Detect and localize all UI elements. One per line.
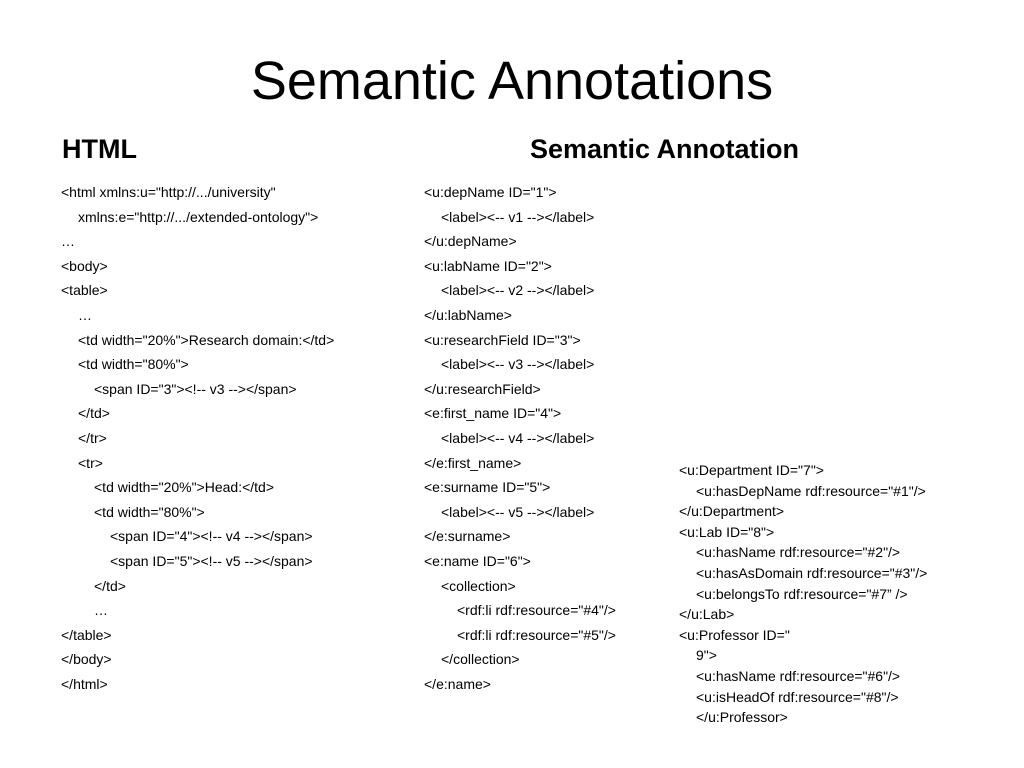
- code-line: <rdf:li rdf:resource="#5"/>: [457, 626, 616, 643]
- code-line: <span ID="3"><!-- v3 --></span>: [94, 380, 297, 397]
- code-line: <span ID="4"><!-- v4 --></span>: [110, 528, 313, 545]
- code-line: <html xmlns:u="http://.../university": [61, 184, 276, 200]
- code-line: </td>: [78, 405, 110, 422]
- slide-title: Semantic Annotations: [250, 51, 774, 111]
- code-line: <e:surname ID="5">: [424, 479, 551, 496]
- code-line: </u:Department>: [679, 503, 785, 520]
- code-line: <u:Professor ID=": [679, 626, 790, 643]
- code-line: <collection>: [441, 577, 516, 594]
- code-line: <td width="20%">Research domain:</td>: [78, 331, 335, 348]
- code-line: <label><-- v4 --></label>: [441, 429, 595, 446]
- code-line: <u:researchField ID="3">: [424, 331, 581, 348]
- code-line: <body>: [61, 257, 108, 274]
- code-line: <u:isHeadOf rdf:resource="#8"/>: [696, 688, 899, 705]
- code-line: …: [94, 602, 108, 619]
- html-column-heading: HTML: [62, 134, 137, 164]
- code-line: </tr>: [78, 429, 107, 446]
- code-line: <u:hasDepName rdf:resource="#1"/>: [696, 482, 926, 499]
- html-code-listing: [61, 180, 334, 696]
- code-line: </e:name>: [424, 675, 491, 692]
- code-line: …: [78, 306, 92, 323]
- rdf-code-listing: [679, 460, 927, 728]
- code-line: <rdf:li rdf:resource="#4"/>: [457, 602, 616, 619]
- code-line: <u:Department ID="7">: [679, 462, 824, 478]
- code-line: </u:Lab>: [679, 606, 735, 623]
- code-line: xmlns:e="http://.../extended-ontology">: [78, 208, 319, 225]
- semantic-annotation-code-listing: [424, 180, 616, 696]
- code-line: <u:Lab ID="8">: [679, 523, 775, 540]
- code-line: </u:labName>: [424, 306, 512, 323]
- code-line: <table>: [61, 282, 108, 299]
- code-line: <u:hasName rdf:resource="#6"/>: [696, 667, 901, 684]
- code-line: <span ID="5"><!-- v5 --></span>: [110, 552, 313, 569]
- code-line: <u:hasAsDomain rdf:resource="#3"/>: [696, 564, 928, 581]
- code-line: <td width="20%">Head:</td>: [94, 479, 275, 496]
- semantic-annotation-column-heading: Semantic Annotation: [530, 134, 800, 164]
- code-line: </e:first_name>: [424, 454, 522, 471]
- code-line: </u:researchField>: [424, 380, 541, 397]
- code-line: </html>: [61, 675, 108, 692]
- code-line: <td width="80%">: [94, 503, 205, 520]
- code-line: <e:first_name ID="4">: [424, 405, 562, 422]
- code-line: <label><-- v3 --></label>: [441, 356, 595, 373]
- code-line: <u:depName ID="1">: [424, 184, 557, 200]
- code-line: <label><-- v1 --></label>: [441, 208, 595, 225]
- code-line: </collection>: [441, 651, 520, 668]
- code-line: <u:labName ID="2">: [424, 257, 552, 274]
- code-line: </td>: [94, 577, 126, 594]
- code-line: </body>: [61, 651, 112, 668]
- code-line: <tr>: [78, 454, 103, 471]
- code-line: <label><-- v2 --></label>: [441, 282, 595, 299]
- code-line: <u:belongsTo rdf:resource="#7” />: [696, 585, 908, 602]
- code-line: 9">: [696, 647, 717, 664]
- code-line: </u:Professor>: [696, 709, 788, 726]
- code-line: …: [61, 233, 75, 250]
- code-line: <td width="80%">: [78, 356, 189, 373]
- code-line: <e:name ID="6">: [424, 552, 531, 569]
- code-line: </table>: [61, 626, 112, 643]
- code-line: <u:hasName rdf:resource="#2"/>: [696, 544, 901, 561]
- code-line: </e:surname>: [424, 528, 511, 545]
- code-line: </u:depName>: [424, 233, 517, 250]
- code-line: <label><-- v5 --></label>: [441, 503, 595, 520]
